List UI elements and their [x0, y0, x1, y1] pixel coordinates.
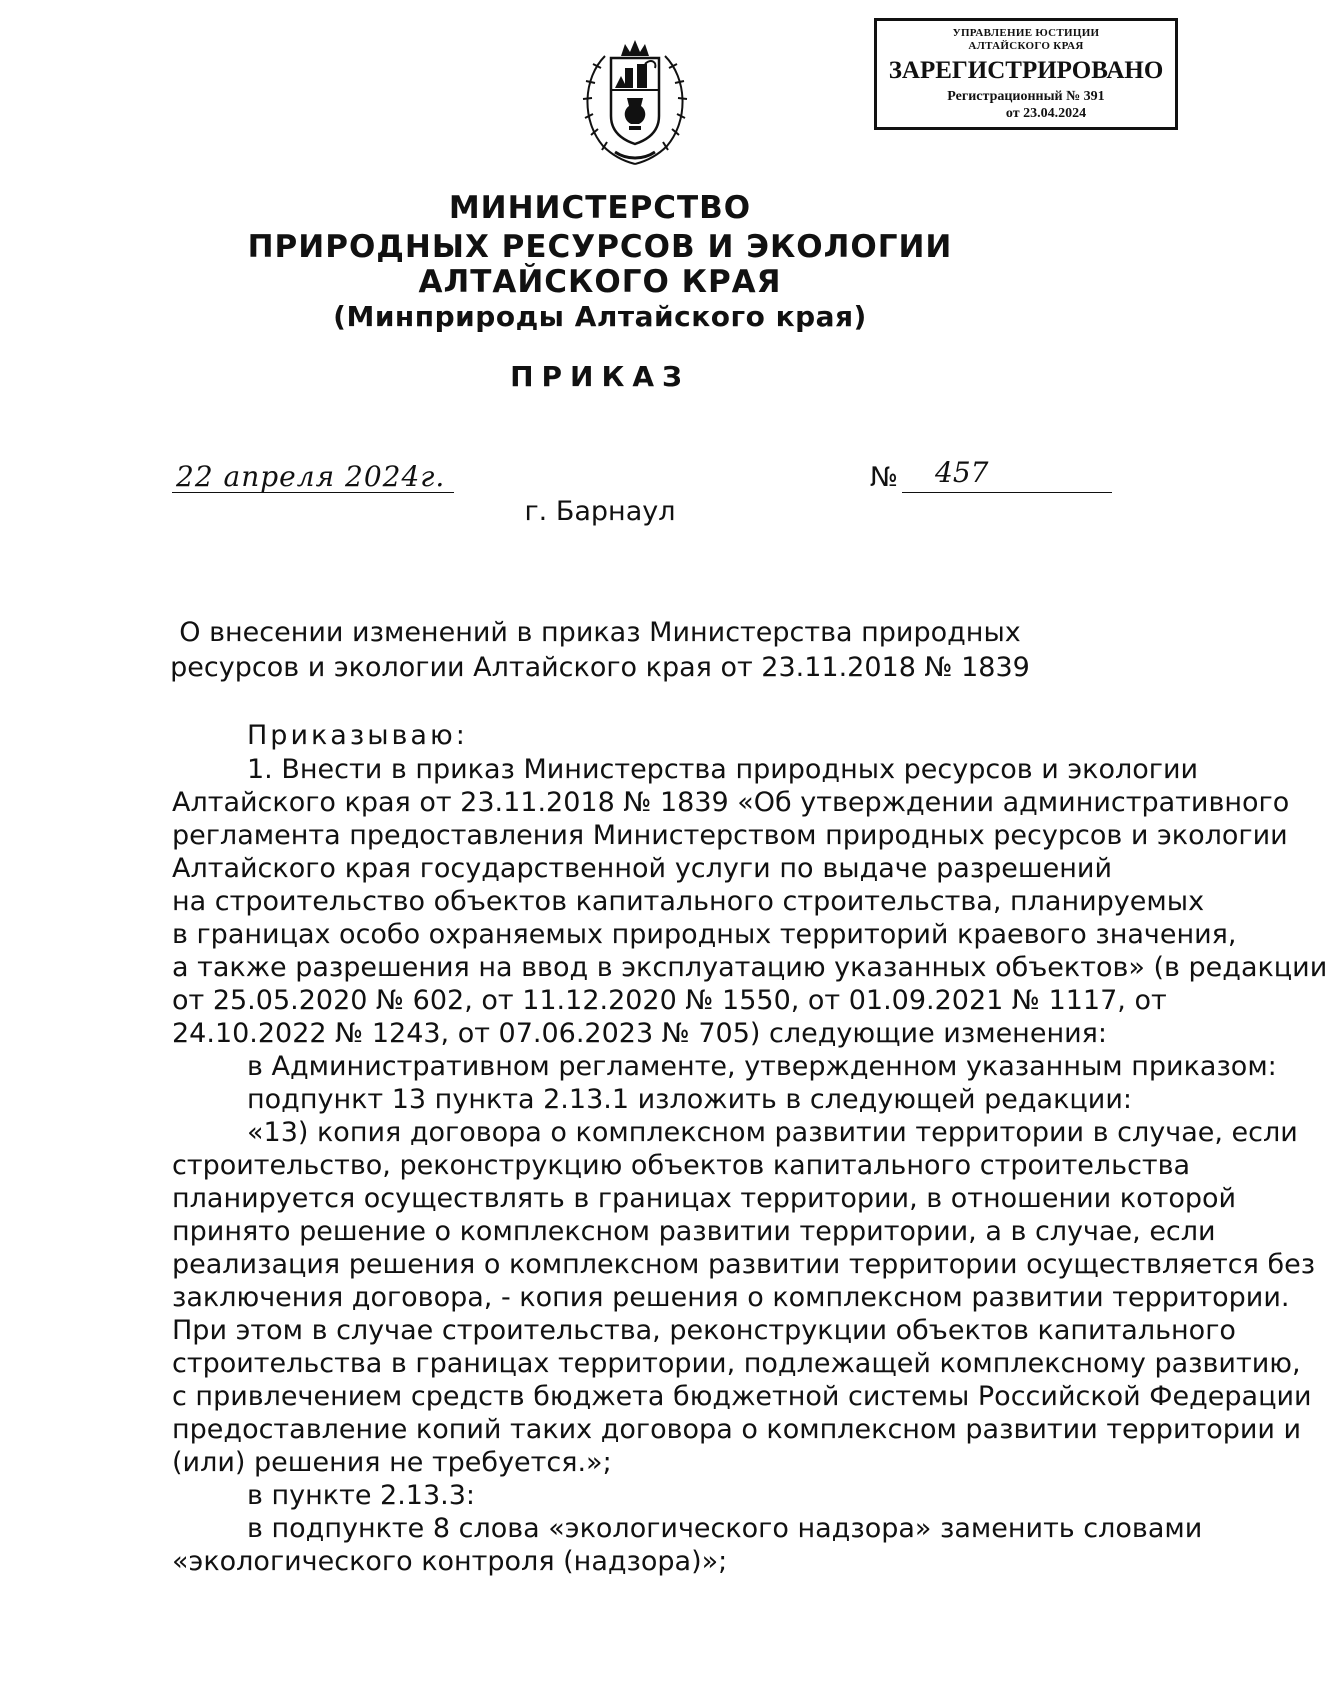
- body-line: «13) копия договора о комплексном развитии территории в случае, если: [247, 1117, 1298, 1148]
- body-line: планируется осуществлять в границах территории, в отношении которой: [172, 1183, 1237, 1214]
- document-type-title: ПРИКАЗ: [510, 360, 690, 393]
- stamp-authority-line1: УПРАВЛЕНИЕ ЮСТИЦИИ: [952, 27, 1100, 39]
- body-line: строительства в границах территории, подлежащей комплексному развитию,: [172, 1348, 1301, 1379]
- document-number-label: №: [870, 462, 899, 493]
- stamp-status: ЗАРЕГИСТРИРОВАНО: [888, 57, 1164, 84]
- document-number-handwritten: 457: [935, 456, 989, 489]
- body-line: в Административном регламенте, утвержденном указанным приказом:: [247, 1051, 1277, 1082]
- body-line: на строительство объектов капитального строительства, планируемых: [172, 886, 1205, 917]
- document-date-handwritten: 22 апреля 2024г.: [176, 460, 446, 493]
- body-line: принято решение о комплексном развитии территории, а в случае, если: [172, 1216, 1216, 1247]
- body-line: а также разрешения на ввод в эксплуатацию указанных объектов» (в редакции: [172, 952, 1327, 983]
- body-line: с привлечением средств бюджета бюджетной системы Российской Федерации: [172, 1381, 1312, 1412]
- stamp-registration-number: Регистрационный № 391: [947, 89, 1105, 104]
- body-line: 1. Внести в приказ Министерства природных ресурсов и экологии: [247, 754, 1199, 785]
- body-line: заключения договора, - копия решения о комплексном развитии территории.: [172, 1282, 1290, 1313]
- number-underline: [902, 492, 1112, 493]
- body-line: Алтайского края от 23.11.2018 № 1839 «Об утверждении административного: [172, 787, 1290, 818]
- body-line: реализация решения о комплексном развитии территории осуществляется без: [172, 1249, 1316, 1280]
- body-line: 24.10.2022 № 1243, от 07.06.2023 № 705) следующие изменения:: [172, 1018, 1107, 1049]
- body-line: предоставление копий таких договора о комплексном развитии территории и: [172, 1414, 1302, 1445]
- body-line: строительство, реконструкцию объектов капитального строительства: [172, 1150, 1191, 1181]
- stamp-authority-line2: АЛТАЙСКОГО КРАЯ: [968, 40, 1084, 52]
- body-line: При этом в случае строительства, реконструкции объектов капитального: [172, 1315, 1236, 1346]
- body-line: (или) решения не требуется.»;: [172, 1447, 612, 1478]
- body-line: подпункт 13 пункта 2.13.1 изложить в следующей редакции:: [247, 1084, 1132, 1115]
- city-name: г. Барнаул: [524, 496, 676, 527]
- stamp-registration-date: от 23.04.2024: [1005, 106, 1087, 121]
- ministry-title-line3: АЛТАЙСКОГО КРАЯ: [418, 264, 782, 300]
- subject-line-1: О внесении изменений в приказ Министерства природных: [179, 617, 1021, 648]
- body-line: в подпункте 8 слова «экологического надзора» заменить словами: [247, 1513, 1203, 1544]
- ministry-title-line1: МИНИСТЕРСТВО: [448, 190, 752, 226]
- ministry-title-line2: ПРИРОДНЫХ РЕСУРСОВ И ЭКОЛОГИИ: [247, 229, 953, 265]
- date-underline: [172, 492, 454, 493]
- body-line: в пункте 2.13.3:: [247, 1480, 475, 1511]
- body-line: в границах особо охраняемых природных территорий краевого значения,: [172, 919, 1237, 950]
- ministry-short-name: (Минприроды Алтайского края): [333, 300, 867, 333]
- order-word: Приказываю:: [247, 720, 468, 751]
- coat-of-arms-emblem: [575, 28, 695, 168]
- body-line: Алтайского края государственной услуги по выдаче разрешений: [172, 853, 1112, 884]
- body-line: регламента предоставления Министерством природных ресурсов и экологии: [172, 820, 1288, 851]
- registration-stamp: [874, 18, 1178, 130]
- subject-line-2: ресурсов и экологии Алтайского края от 23.11.2018 № 1839: [170, 652, 1030, 683]
- body-line: «экологического контроля (надзора)»;: [172, 1546, 728, 1577]
- body-line: от 25.05.2020 № 602, от 11.12.2020 № 1550, от 01.09.2021 № 1117, от: [172, 985, 1167, 1016]
